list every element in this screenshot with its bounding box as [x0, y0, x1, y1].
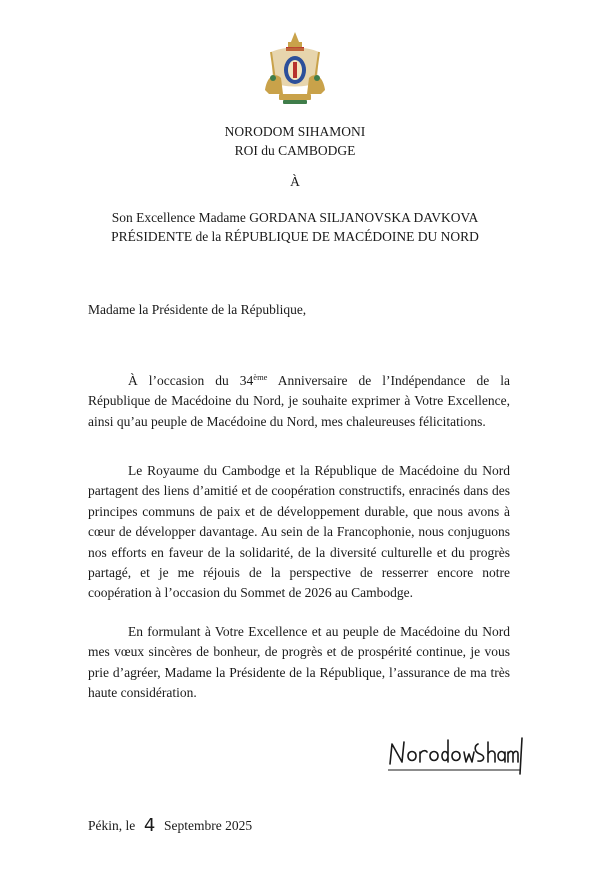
sender-title: ROI du CAMBODGE: [234, 143, 356, 158]
paragraph-1-rest: Anniversaire de l’Indépendance de la République de Macédoine du Nord, je souhaite exprimer à Votre Excellence, ainsi qu’au peuple de Macédoine du Nord, mes chaleureuses félicitations.: [88, 373, 510, 429]
paragraph-cooperation: Le Royaume du Cambodge et la République de Macédoine du Nord partagent des liens d’amitié et de coopération constructifs, enracinés dans des principes communs de paix et de développement durable, que nous avons à cœur de développer davantage. Au sein de la Francophonie, nous conjuguons nos efforts en faveur de la solidarité, de la diversité culturelle et du progrès partagé, et je me réjouis de la perspective de resserrer encore notre coopération à l’occasion du Sommet de 2026 au Cambodge.: [88, 463, 510, 601]
paragraph-1-start: À l’occasion du 34: [128, 373, 254, 388]
date-day-handwritten: 4: [143, 815, 156, 836]
royal-coat-of-arms-icon: [261, 30, 329, 106]
recipient-name: Son Excellence Madame GORDANA SILJANOVSKA DAVKOVA: [111, 210, 479, 225]
paragraph-closing: En formulant à Votre Excellence et au peuple de Macédoine du Nord mes vœux sincères de bonheur, de progrès et de prospérité continue, je vous prie d’agréer, Madame la Présidente de la République, l’assurance de ma très haute considération.: [88, 624, 510, 701]
paragraph-congratulations: [88, 371, 510, 432]
date-month-year: Septembre 2025: [164, 818, 253, 833]
salutation: Madame la Présidente de la République,: [88, 302, 307, 317]
sender-name: NORODOM SIHAMONI: [224, 124, 366, 139]
recipient-title: PRÉSIDENTE de la RÉPUBLIQUE DE MACÉDOINE DU NORD: [111, 229, 479, 244]
date-line: [88, 815, 253, 836]
addressee-marker: À: [290, 174, 300, 189]
handwritten-signature: [384, 730, 534, 776]
ordinal-suffix: ème: [253, 372, 268, 382]
date-place: Pékin, le: [88, 818, 136, 833]
